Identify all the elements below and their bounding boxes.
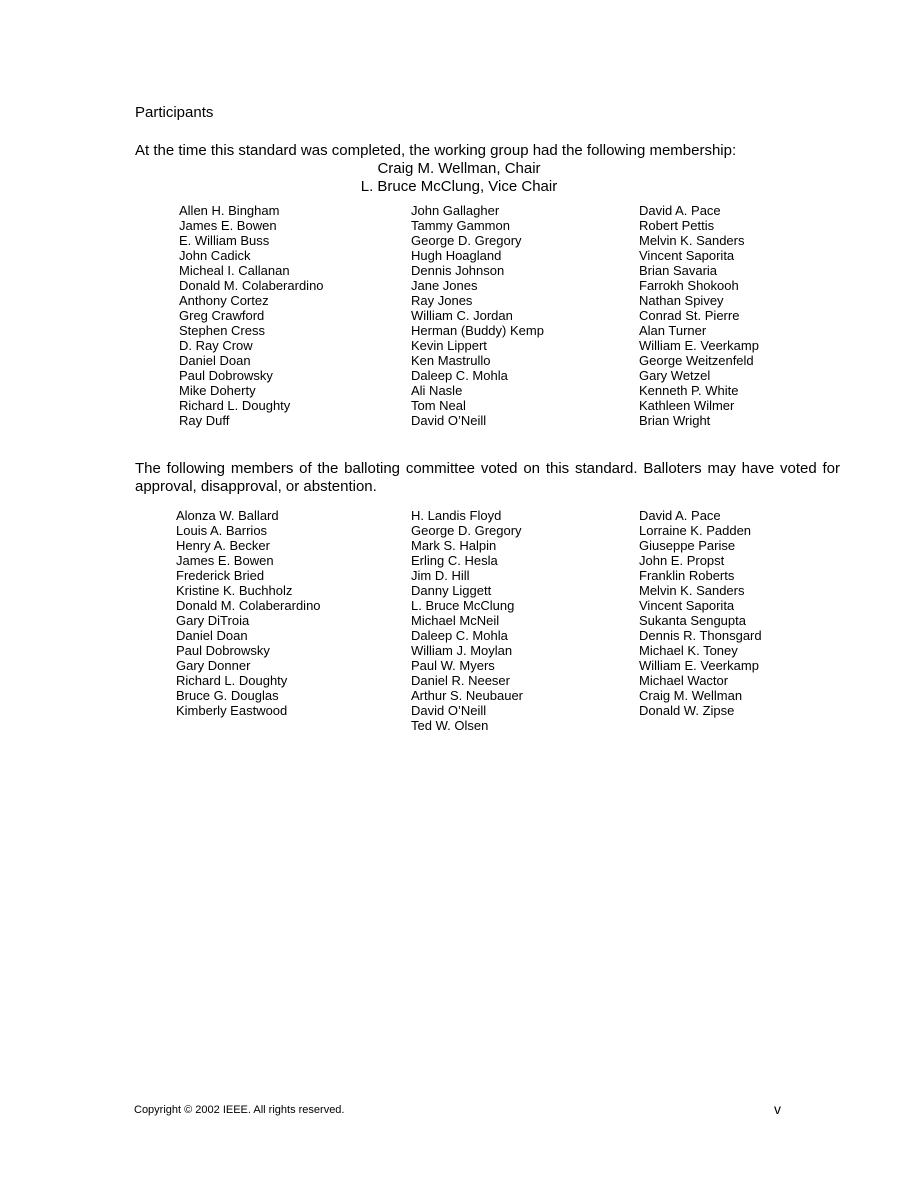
member-name: William C. Jordan [411, 308, 513, 323]
balloting-intro: The following members of the balloting committee voted on this standard. Balloters may have voted for approval, disapproval, or abstention. [135, 460, 840, 495]
member-name: Conrad St. Pierre [639, 308, 740, 323]
member-name: Melvin K. Sanders [639, 233, 745, 248]
member-name: Franklin Roberts [639, 568, 735, 583]
member-name: Greg Crawford [179, 308, 265, 323]
member-name: Gary DiTroia [176, 613, 250, 628]
member-name: Donald W. Zipse [639, 703, 735, 718]
member-name: Kathleen Wilmer [639, 398, 735, 413]
member-name: L. Bruce McClung [411, 598, 515, 613]
member-name: Ray Duff [179, 413, 230, 428]
member-name: Michael McNeil [411, 613, 500, 628]
member-name: Gary Donner [176, 658, 251, 673]
member-name: David A. Pace [639, 508, 721, 523]
member-name: Daleep C. Mohla [411, 368, 508, 383]
chair-line: Craig M. Wellman, Chair [377, 160, 541, 177]
member-name: Ted W. Olsen [411, 718, 489, 733]
working-group-column-3 [639, 203, 759, 428]
member-name: Daniel Doan [179, 353, 251, 368]
member-name: Frederick Bried [176, 568, 265, 583]
member-name: Alonza W. Ballard [176, 508, 279, 523]
member-name: Brian Wright [639, 413, 711, 428]
member-name: Danny Liggett [411, 583, 492, 598]
member-name: Melvin K. Sanders [639, 583, 745, 598]
member-name: Kristine K. Buchholz [176, 583, 293, 598]
member-name: Dennis R. Thonsgard [639, 628, 762, 643]
member-name: Louis A. Barrios [176, 523, 268, 538]
member-name: David O’Neill [411, 413, 487, 428]
member-name: Henry A. Becker [176, 538, 270, 553]
member-name: E. William Buss [179, 233, 270, 248]
member-name: Giuseppe Parise [639, 538, 736, 553]
member-name: Ali Nasle [411, 383, 463, 398]
member-name: Herman (Buddy) Kemp [411, 323, 544, 338]
member-name: Paul Dobrowsky [176, 643, 270, 658]
member-name: Hugh Hoagland [411, 248, 502, 263]
member-name: John Cadick [179, 248, 251, 263]
member-name: Arthur S. Neubauer [411, 688, 524, 703]
member-name: Vincent Saporita [639, 248, 735, 263]
member-name: Anthony Cortez [179, 293, 269, 308]
member-name: Dennis Johnson [411, 263, 505, 278]
working-group-intro: At the time this standard was completed, the working group had the following membership: [135, 142, 737, 159]
working-group-column-2 [411, 203, 544, 428]
member-name: Daleep C. Mohla [411, 628, 508, 643]
member-name: Lorraine K. Padden [639, 523, 752, 538]
member-name: William J. Moylan [411, 643, 513, 658]
member-name: Michael Wactor [639, 673, 729, 688]
member-name: Jane Jones [411, 278, 478, 293]
member-name: Alan Turner [639, 323, 707, 338]
member-name: Bruce G. Douglas [176, 688, 279, 703]
member-name: Kevin Lippert [411, 338, 487, 353]
member-name: James E. Bowen [179, 218, 277, 233]
member-name: John E. Propst [639, 553, 725, 568]
member-name: David O’Neill [411, 703, 487, 718]
member-name: Daniel Doan [176, 628, 248, 643]
member-name: Richard L. Doughty [179, 398, 291, 413]
page-number: v [774, 1101, 781, 1117]
member-name: H. Landis Floyd [411, 508, 502, 523]
member-name: Robert Pettis [639, 218, 715, 233]
member-name: John Gallagher [411, 203, 500, 218]
member-name: Gary Wetzel [639, 368, 711, 383]
member-name: Paul Dobrowsky [179, 368, 273, 383]
member-name: Craig M. Wellman [639, 688, 743, 703]
page-heading: Participants [135, 104, 214, 121]
member-name: Donald M. Colaberardino [179, 278, 324, 293]
member-name: D. Ray Crow [179, 338, 253, 353]
member-name: William E. Veerkamp [639, 658, 759, 673]
vice-chair-line: L. Bruce McClung, Vice Chair [360, 178, 558, 195]
member-name: Nathan Spivey [639, 293, 724, 308]
balloting-column-1 [176, 508, 321, 718]
member-name: David A. Pace [639, 203, 721, 218]
member-name: Vincent Saporita [639, 598, 735, 613]
member-name: Michael K. Toney [639, 643, 738, 658]
member-name: Mike Doherty [179, 383, 256, 398]
member-name: George D. Gregory [411, 233, 522, 248]
member-name: George Weitzenfeld [639, 353, 754, 368]
member-name: Brian Savaria [639, 263, 718, 278]
member-name: William E. Veerkamp [639, 338, 759, 353]
member-name: James E. Bowen [176, 553, 274, 568]
member-name: Daniel R. Neeser [411, 673, 510, 688]
member-name: Stephen Cress [179, 323, 265, 338]
member-name: Mark S. Halpin [411, 538, 497, 553]
member-name: Tom Neal [411, 398, 466, 413]
member-name: Richard L. Doughty [176, 673, 288, 688]
member-name: Micheal I. Callanan [179, 263, 290, 278]
copyright-notice: Copyright © 2002 IEEE. All rights reserved. [134, 1104, 345, 1116]
member-name: George D. Gregory [411, 523, 522, 538]
member-name: Jim D. Hill [411, 568, 470, 583]
member-name: Allen H. Bingham [179, 203, 280, 218]
balloting-column-2 [411, 508, 523, 733]
member-name: Sukanta Sengupta [639, 613, 746, 628]
member-name: Paul W. Myers [411, 658, 495, 673]
member-name: Kimberly Eastwood [176, 703, 288, 718]
balloting-column-3 [639, 508, 762, 718]
member-name: Donald M. Colaberardino [176, 598, 321, 613]
working-group-officers [135, 160, 783, 196]
member-name: Erling C. Hesla [411, 553, 498, 568]
member-name: Ken Mastrullo [411, 353, 491, 368]
member-name: Farrokh Shokooh [639, 278, 739, 293]
member-name: Ray Jones [411, 293, 473, 308]
member-name: Tammy Gammon [411, 218, 510, 233]
member-name: Kenneth P. White [639, 383, 739, 398]
working-group-column-1 [179, 203, 324, 428]
